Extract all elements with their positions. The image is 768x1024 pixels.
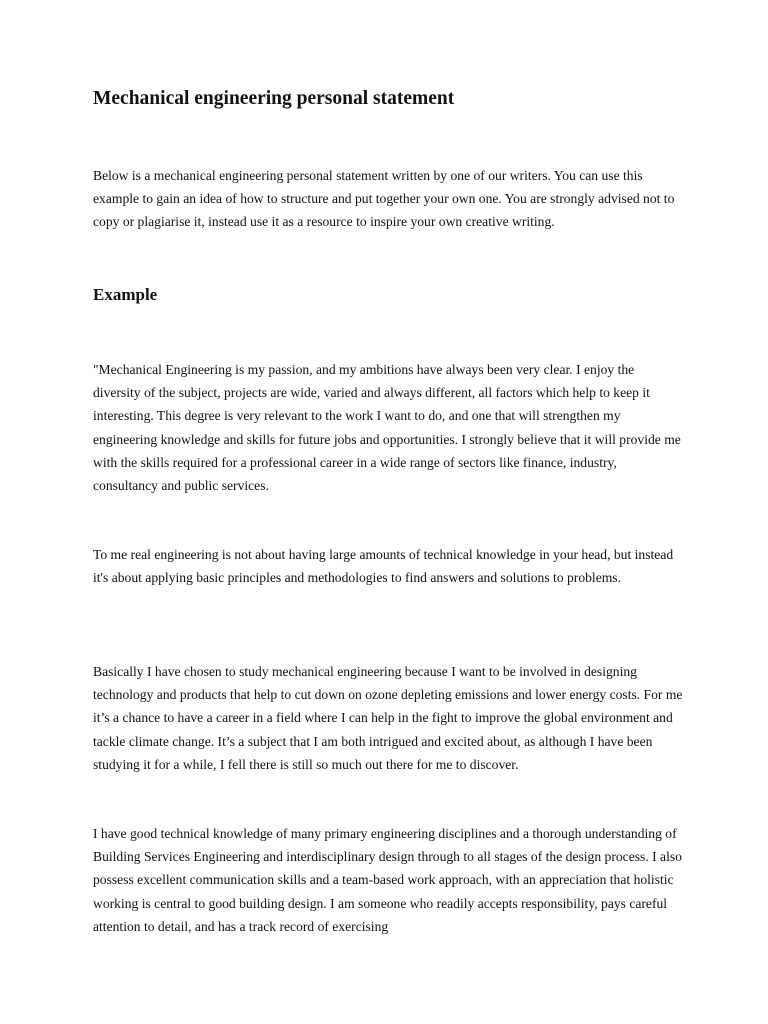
page-title: Mechanical engineering personal statement: [93, 88, 455, 109]
body-paragraph: I have good technical knowledge of many primary engineering disciplines and a thorough understanding of Building Services Engineering and interdisciplinary design through to all stages of the design process. I also possess excellent communication skills and a team-based work approach, with an appreciation that holistic working is central to good building design. I am someone who readily accepts responsibility, pays careful attention to detail, and has a track record of exercising: [93, 826, 682, 934]
body-paragraph: To me real engineering is not about having large amounts of technical knowledge in your head, but instead it's about applying basic principles and methodologies to find answers and solutions to problems.: [93, 547, 674, 586]
body-paragraph: "Mechanical Engineering is my passion, and my ambitions have always been very clear. I enjoy the diversity of the subject, projects are wide, varied and always different, all factors which help to keep it interesting. This degree is very relevant to the work I want to do, and one that will strengthen my engineering knowledge and skills for future jobs and opportunities. I strongly believe that it will provide me with the skills required for a professional career in a wide range of sectors like finance, industry, consultancy and public services.: [93, 362, 681, 494]
body-paragraph: Basically I have chosen to study mechanical engineering because I want to be involved in designing technology and products that help to cut down on ozone depleting emissions and lower energy costs. For me it’s a chance to have a career in a field where I can help in the fight to improve the global environment and tackle climate change. It’s a subject that I am both intrigued and excited about, as although I have been studying it for a while, I fell there is still so much out there for me to discover.: [93, 664, 683, 772]
intro-paragraph: Below is a mechanical engineering personal statement written by one of our writers. You can use this example to gain an idea of how to structure and put together your own one. You are strongly advised not to copy or plagiarise it, instead use it as a resource to inspire your own creative writing.: [93, 168, 675, 230]
section-heading-example: Example: [93, 285, 158, 304]
